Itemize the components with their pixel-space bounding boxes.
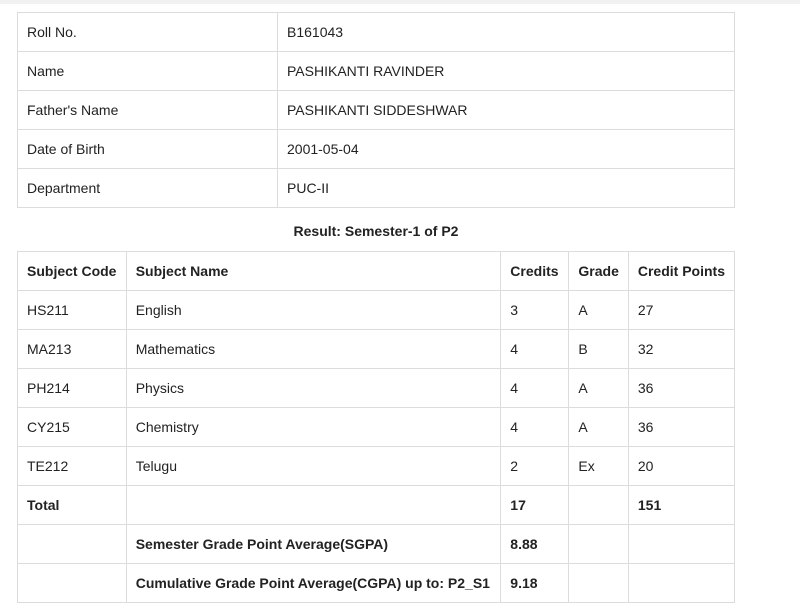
table-row [18, 408, 735, 447]
info-value: B161043 [278, 13, 735, 52]
cgpa-value: 9.18 [501, 564, 569, 603]
credits: 3 [501, 291, 569, 330]
credit-points: 32 [628, 330, 734, 369]
credits: 4 [501, 408, 569, 447]
info-row-dob [18, 130, 735, 169]
subject-code: MA213 [18, 330, 127, 369]
student-info-table [17, 12, 735, 208]
total-row [18, 486, 735, 525]
info-label: Roll No. [18, 13, 278, 52]
subject-name: Physics [126, 369, 501, 408]
sgpa-label: Semester Grade Point Average(SGPA) [126, 525, 501, 564]
credits: 4 [501, 369, 569, 408]
subject-name: Chemistry [126, 408, 501, 447]
credit-points: 36 [628, 408, 734, 447]
credits: 2 [501, 447, 569, 486]
info-row-department [18, 169, 735, 208]
info-value: PASHIKANTI RAVINDER [278, 52, 735, 91]
empty-cell [569, 486, 628, 525]
table-row [18, 369, 735, 408]
info-label: Father's Name [18, 91, 278, 130]
subject-name: Mathematics [126, 330, 501, 369]
total-credits: 17 [501, 486, 569, 525]
info-label: Department [18, 169, 278, 208]
grade: Ex [569, 447, 628, 486]
credits: 4 [501, 330, 569, 369]
empty-cell [569, 525, 628, 564]
credit-points: 27 [628, 291, 734, 330]
grade: B [569, 330, 628, 369]
subject-name: English [126, 291, 501, 330]
cgpa-label: Cumulative Grade Point Average(CGPA) up to: P2_S1 [126, 564, 501, 603]
grade: A [569, 408, 628, 447]
sgpa-value: 8.88 [501, 525, 569, 564]
credit-points: 36 [628, 369, 734, 408]
sgpa-row [18, 525, 735, 564]
empty-cell [126, 486, 501, 525]
table-row [18, 330, 735, 369]
info-label: Name [18, 52, 278, 91]
info-label: Date of Birth [18, 130, 278, 169]
empty-cell [628, 564, 734, 603]
header-subject-name: Subject Name [126, 252, 501, 291]
info-row-father-name [18, 91, 735, 130]
subject-code: CY215 [18, 408, 127, 447]
empty-cell [569, 564, 628, 603]
subject-name: Telugu [126, 447, 501, 486]
grade: A [569, 291, 628, 330]
header-credits: Credits [501, 252, 569, 291]
header-grade: Grade [569, 252, 628, 291]
info-row-roll-no [18, 13, 735, 52]
empty-cell [628, 525, 734, 564]
total-label: Total [18, 486, 127, 525]
header-credit-points: Credit Points [628, 252, 734, 291]
total-credit-points: 151 [628, 486, 734, 525]
info-row-name [18, 52, 735, 91]
table-row [18, 447, 735, 486]
subject-code: PH214 [18, 369, 127, 408]
credit-points: 20 [628, 447, 734, 486]
table-header-row [18, 252, 735, 291]
header-subject-code: Subject Code [18, 252, 127, 291]
info-value: 2001-05-04 [278, 130, 735, 169]
top-divider [0, 0, 800, 4]
grade: A [569, 369, 628, 408]
empty-cell [18, 525, 127, 564]
result-caption: Result: Semester-1 of P2 [293, 223, 459, 239]
subject-code: TE212 [18, 447, 127, 486]
result-table [17, 251, 735, 603]
table-row [18, 291, 735, 330]
info-value: PASHIKANTI SIDDESHWAR [278, 91, 735, 130]
subject-code: HS211 [18, 291, 127, 330]
empty-cell [18, 564, 127, 603]
cgpa-row [18, 564, 735, 603]
info-value: PUC-II [278, 169, 735, 208]
